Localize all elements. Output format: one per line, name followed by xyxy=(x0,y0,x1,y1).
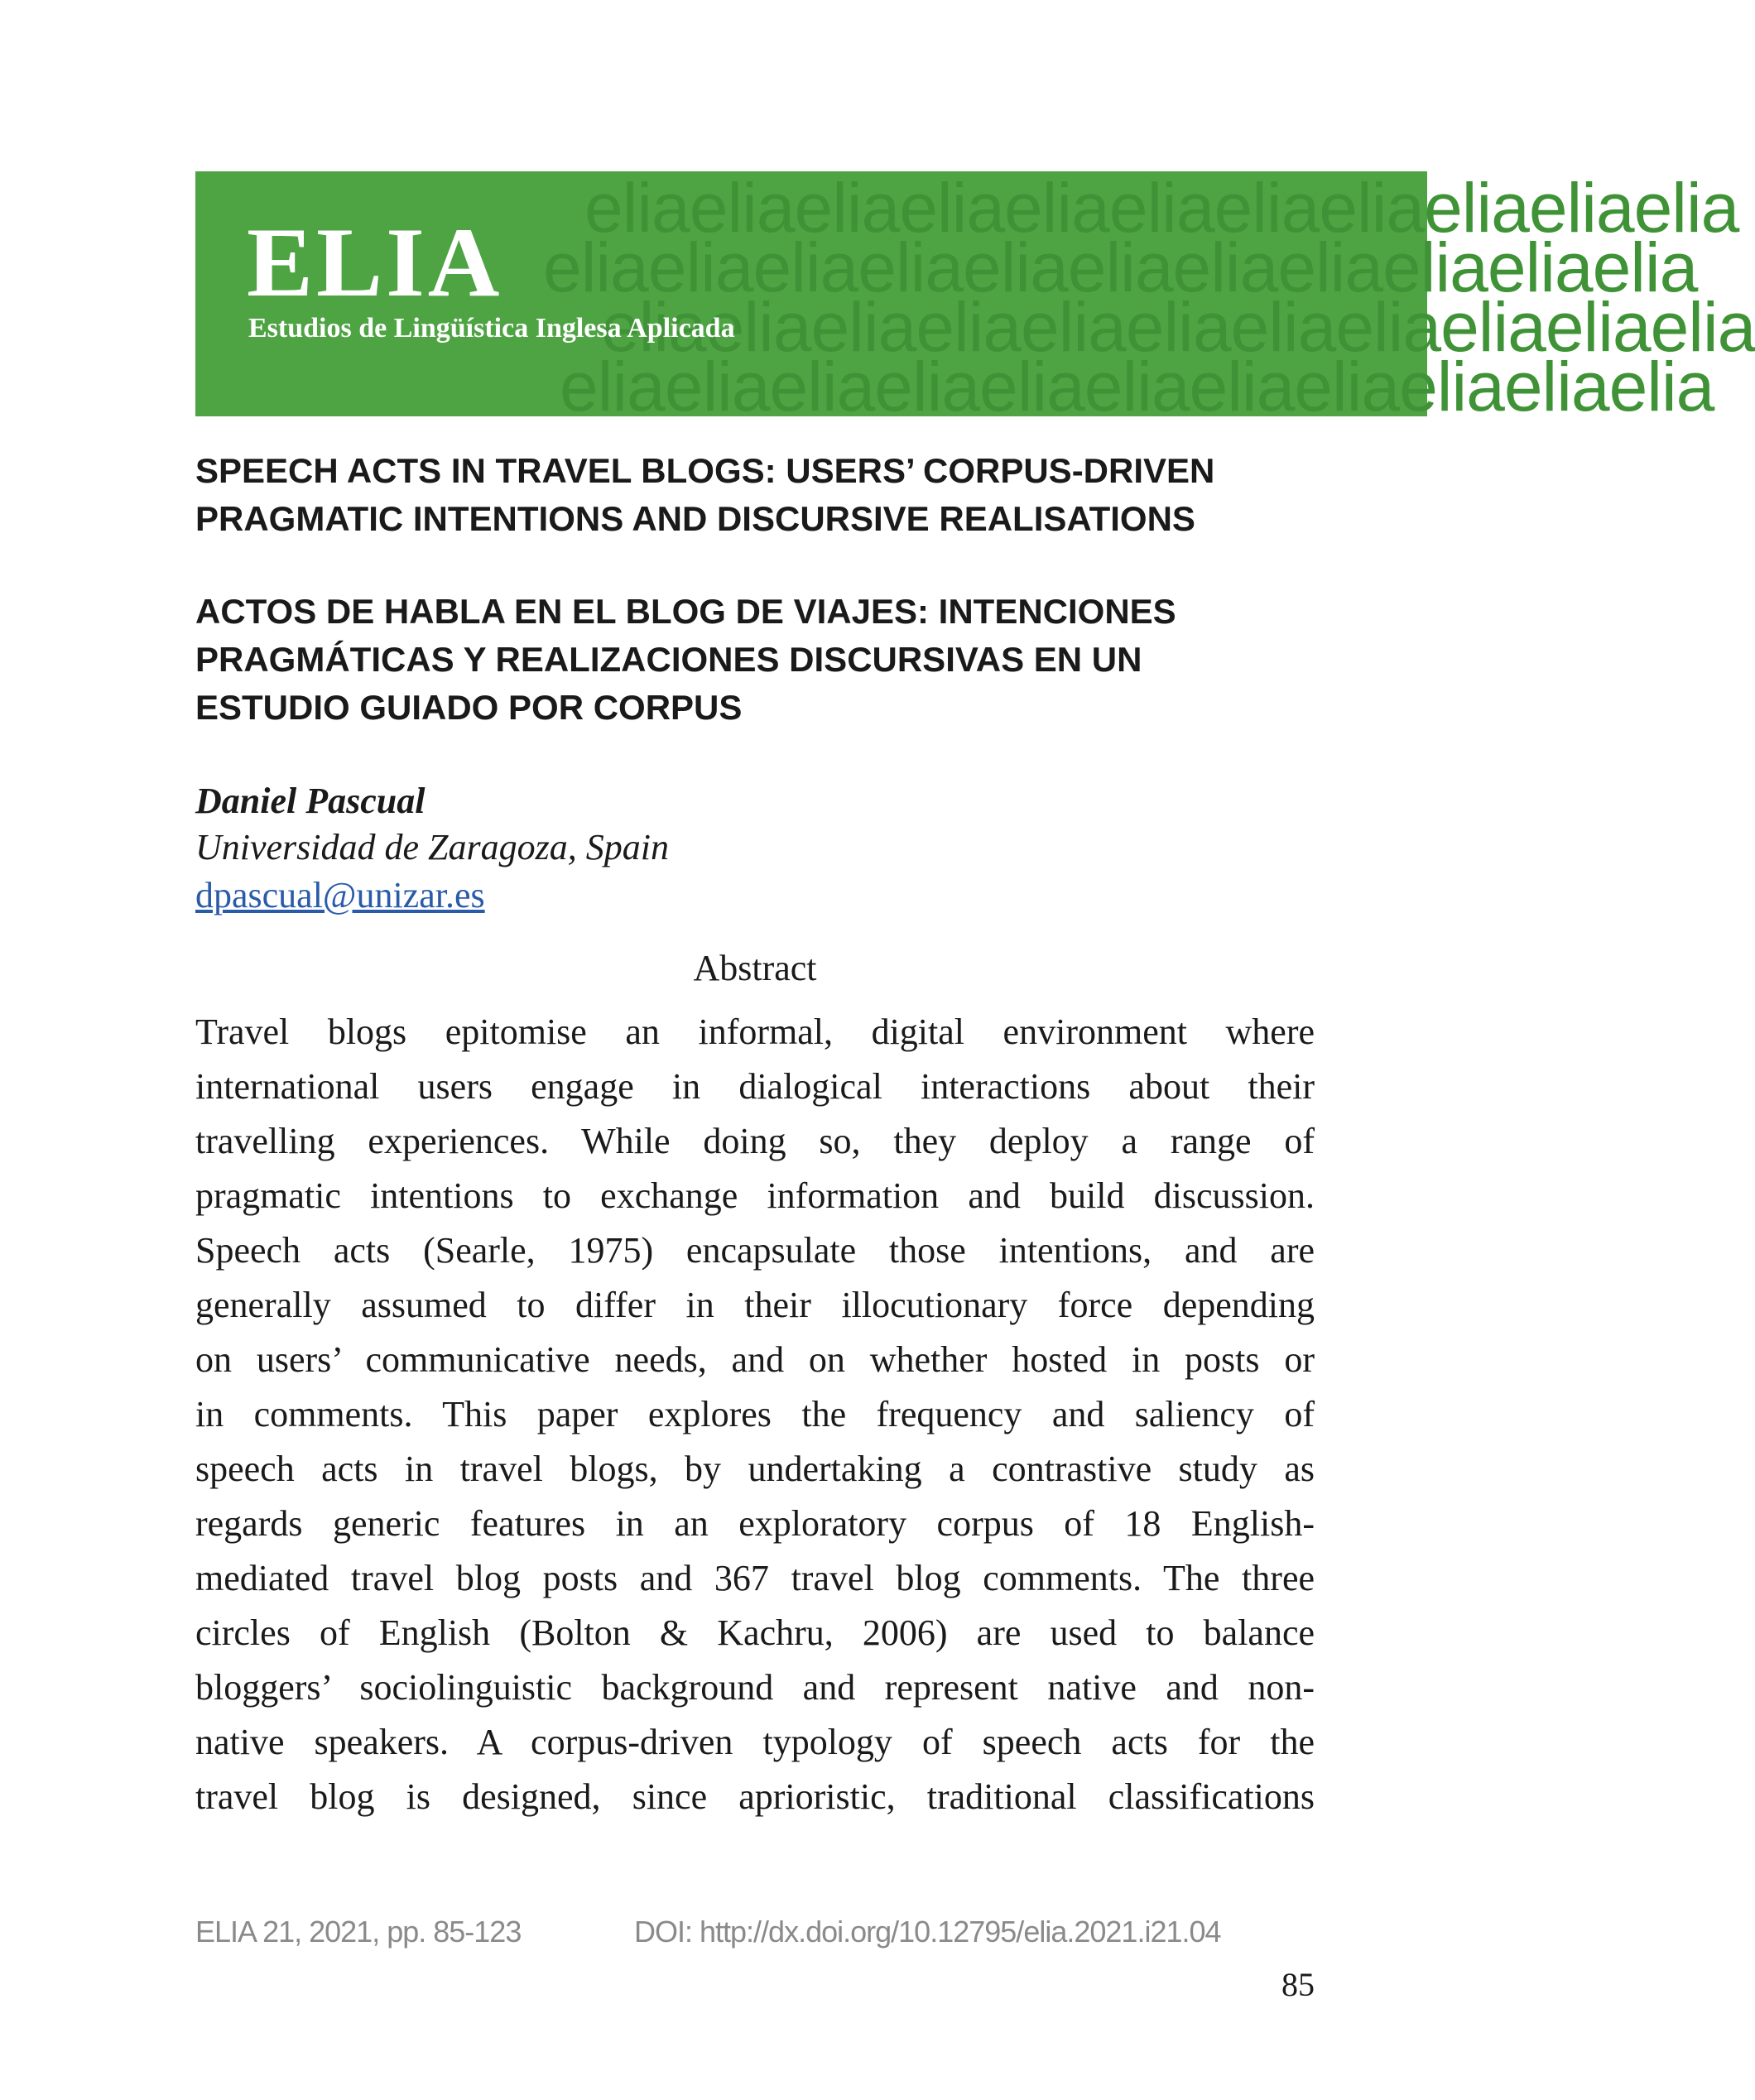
abstract-line: mediated travel blog posts and 367 travel blog comments. The three xyxy=(195,1558,1315,1598)
pattern-row: eliaeliaeliaeliaeliaeliaeliaeliaeliaeliaelia xyxy=(543,228,1698,306)
abstract-line: pragmatic intentions to exchange information and build discussion. xyxy=(195,1175,1315,1216)
title-line: ESTUDIO GUIADO POR CORPUS xyxy=(195,688,743,727)
abstract-body xyxy=(195,1005,1315,1824)
abstract-line: circles of English (Bolton & Kachru, 2006) are used to balance xyxy=(195,1612,1315,1653)
pattern-row: eliaeliaeliaeliaeliaeliaeliaeliaeliaeliaelia xyxy=(560,348,1714,425)
abstract-line: native speakers. A corpus-driven typology of speech acts for the xyxy=(195,1722,1315,1762)
abstract-line: travelling experiences. While doing so, they deploy a range of xyxy=(195,1121,1315,1161)
title-line: SPEECH ACTS IN TRAVEL BLOGS: USERS’ CORPUS-DRIVEN xyxy=(195,451,1215,490)
pattern-row: eliaeliaeliaeliaeliaeliaeliaeliaeliaeliaelia xyxy=(584,169,1739,247)
journal-logo: ELIA xyxy=(247,207,503,317)
article-title-spanish xyxy=(195,588,1321,732)
page-number: 85 xyxy=(1281,1966,1315,2003)
author-name: Daniel Pascual xyxy=(195,781,426,821)
title-line: PRAGMÁTICAS Y REALIZACIONES DISCURSIVAS EN UN xyxy=(195,640,1142,679)
footer-doi-link[interactable]: DOI: http://dx.doi.org/10.12795/elia.2021.i21.04 xyxy=(634,1915,1221,1949)
abstract-line: regards generic features in an exploratory corpus of 18 English- xyxy=(195,1503,1315,1544)
title-line: ACTOS DE HABLA EN EL BLOG DE VIAJES: INTENCIONES xyxy=(195,592,1176,631)
title-line: PRAGMATIC INTENTIONS AND DISCURSIVE REALISATIONS xyxy=(195,499,1195,538)
abstract-line: on users’ communicative needs, and on whether hosted in posts or xyxy=(195,1339,1315,1380)
abstract-line: in comments. This paper explores the frequency and saliency of xyxy=(195,1394,1315,1434)
journal-subtitle: Estudios de Lingüística Inglesa Aplicada xyxy=(248,313,735,344)
abstract-line: bloggers’ sociolinguistic background and represent native and non- xyxy=(195,1667,1315,1708)
abstract-heading: Abstract xyxy=(693,948,817,988)
abstract-line: travel blog is designed, since aprioristic, traditional classifications xyxy=(195,1776,1315,1817)
abstract-line: Travel blogs epitomise an informal, digital environment where xyxy=(195,1012,1315,1052)
abstract-line: international users engage in dialogical interactions about their xyxy=(195,1066,1315,1107)
article-title-english xyxy=(195,447,1321,543)
pattern-row: eliaeliaeliaeliaeliaeliaeliaeliaeliaeliaelia xyxy=(601,288,1755,366)
banner-watermark-pattern xyxy=(543,169,1755,425)
author-affiliation: Universidad de Zaragoza, Spain xyxy=(195,827,669,867)
abstract-line: generally assumed to differ in their illocutionary force depending xyxy=(195,1285,1315,1325)
journal-banner xyxy=(195,169,1755,425)
footer-citation: ELIA 21, 2021, pp. 85-123 xyxy=(195,1915,522,1949)
abstract-line: Speech acts (Searle, 1975) encapsulate those intentions, and are xyxy=(195,1230,1315,1271)
author-email-link[interactable]: dpascual@unizar.es xyxy=(195,875,485,915)
abstract-line: speech acts in travel blogs, by undertaking a contrastive study as xyxy=(195,1449,1315,1489)
